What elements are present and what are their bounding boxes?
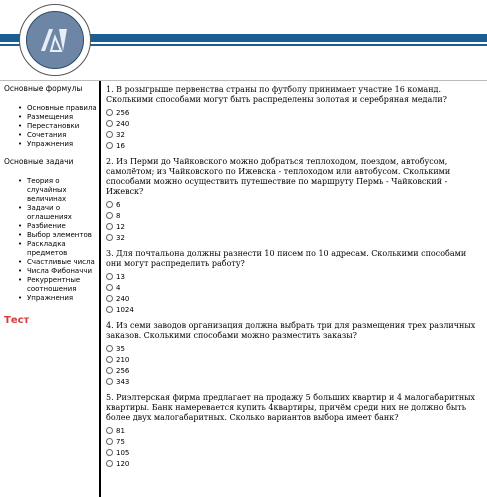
answer-option[interactable] (106, 343, 482, 354)
answer-label: 35 (116, 344, 125, 353)
sidebar-link[interactable]: • Перестановки (0, 122, 98, 131)
radio-button[interactable] (106, 449, 113, 456)
question-text: 3. Для почтальона должны разнести 10 писем по 10 адресам. Сколькими способами они могут распределить работу? (106, 249, 467, 268)
sidebar-link[interactable]: • Основные правила (0, 104, 98, 113)
answer-label: 105 (116, 448, 130, 457)
radio-button[interactable] (106, 131, 113, 138)
answer-label: 81 (116, 426, 125, 435)
question-text: 1. В розыгрыше первенства страны по футболу принимает участие 16 команд. Сколькими способами могут быть распределены золотая и серебряная медали? (106, 85, 447, 104)
radio-button[interactable] (106, 223, 113, 230)
radio-button[interactable] (106, 295, 113, 302)
quiz-question (106, 393, 482, 469)
answer-label: 16 (116, 141, 125, 150)
answer-option[interactable] (106, 282, 482, 293)
answer-option[interactable] (106, 425, 482, 436)
sidebar-link[interactable]: • Раскладка предметов (0, 240, 98, 258)
answer-option[interactable] (106, 365, 482, 376)
sidebar (0, 84, 98, 326)
radio-button[interactable] (106, 345, 113, 352)
answer-label: 240 (116, 294, 130, 303)
sidebar-divider (99, 81, 101, 497)
answer-option[interactable] (106, 354, 482, 365)
answer-option[interactable] (106, 271, 482, 282)
sidebar-link[interactable]: • Выбор элементов (0, 231, 98, 240)
answer-label: 240 (116, 119, 130, 128)
radio-button[interactable] (106, 378, 113, 385)
answer-label: 4 (116, 283, 121, 292)
answer-option[interactable] (106, 458, 482, 469)
radio-button[interactable] (106, 284, 113, 291)
answer-label: 6 (116, 200, 121, 209)
answer-label: 256 (116, 366, 130, 375)
radio-button[interactable] (106, 438, 113, 445)
answer-label: 1024 (116, 305, 134, 314)
answer-label: 210 (116, 355, 130, 364)
radio-button[interactable] (106, 367, 113, 374)
answer-label: 12 (116, 222, 125, 231)
question-text: 2. Из Перми до Чайковского можно добраться теплоходом, поездом, автобусом, самолётом; из Чайковского по Ижевска - теплоходом или автобусом. Сколькими способами можно осуществить путешествие по маршруту Пермь - Чайковский - Ижевск? (106, 157, 451, 196)
sidebar-section-title: Основные формулы (4, 84, 83, 93)
test-label: Тест (4, 315, 30, 326)
answer-option[interactable] (106, 129, 482, 140)
sidebar-link[interactable]: • Размещения (0, 113, 98, 122)
radio-button[interactable] (106, 142, 113, 149)
answer-option[interactable] (106, 221, 482, 232)
answer-option[interactable] (106, 107, 482, 118)
seal-monogram-icon (35, 25, 75, 55)
sidebar-link[interactable]: • Задачи о оглашениях (0, 204, 98, 222)
sidebar-section-title: Основные задачи (4, 157, 74, 166)
quiz-content (106, 85, 482, 475)
radio-button[interactable] (106, 234, 113, 241)
answer-option[interactable] (106, 210, 482, 221)
answer-option[interactable] (106, 232, 482, 243)
sidebar-formula-list (0, 104, 98, 149)
radio-button[interactable] (106, 356, 113, 363)
radio-button[interactable] (106, 460, 113, 467)
seal-logo-icon[interactable] (19, 4, 91, 76)
quiz-question (106, 249, 482, 315)
answer-label: 256 (116, 108, 130, 117)
question-text: 4. Из семи заводов организация должна выбрать три для размещения трех различных заказов. Сколькими способами можно разместить заказы? (106, 321, 476, 340)
answer-option[interactable] (106, 140, 482, 151)
header-divider (0, 80, 487, 81)
radio-button[interactable] (106, 306, 113, 313)
sidebar-link[interactable]: • Сочетания (0, 131, 98, 140)
sidebar-link[interactable]: • Упражнения (0, 294, 98, 303)
answer-label: 120 (116, 459, 130, 468)
answer-label: 8 (116, 211, 121, 220)
quiz-question (106, 157, 482, 243)
answer-label: 343 (116, 377, 130, 386)
radio-button[interactable] (106, 273, 113, 280)
seal-logo-inner (26, 11, 84, 69)
answer-option[interactable] (106, 447, 482, 458)
answer-label: 75 (116, 437, 125, 446)
site-header (0, 0, 487, 80)
radio-button[interactable] (106, 212, 113, 219)
radio-button[interactable] (106, 120, 113, 127)
sidebar-link[interactable]: • Разбиение (0, 222, 98, 231)
answer-label: 32 (116, 233, 125, 242)
question-text: 5. Риэлтерская фирма предлагает на продажу 5 больших квартир и 4 малогабаритных квартиры. Банк намеревается купить 4квартиры, причём среди них не должно быть более двух малогабаритных. Сколько вариантов выбора имеет банк? (106, 393, 476, 422)
radio-button[interactable] (106, 427, 113, 434)
quiz-question (106, 321, 482, 387)
radio-button[interactable] (106, 201, 113, 208)
answer-option[interactable] (106, 293, 482, 304)
sidebar-link[interactable]: • Теория о случайных величинах (0, 177, 98, 204)
quiz-question (106, 85, 482, 151)
answer-option[interactable] (106, 376, 482, 387)
sidebar-link[interactable]: • Упражнения (0, 140, 98, 149)
sidebar-link[interactable]: • Числа Фибоначчи (0, 267, 98, 276)
answer-option[interactable] (106, 118, 482, 129)
answer-option[interactable] (106, 199, 482, 210)
sidebar-link[interactable]: • Счастливые числа (0, 258, 98, 267)
answer-label: 13 (116, 272, 125, 281)
answer-option[interactable] (106, 436, 482, 447)
radio-button[interactable] (106, 109, 113, 116)
answer-option[interactable] (106, 304, 482, 315)
sidebar-task-list (0, 177, 98, 303)
answer-label: 32 (116, 130, 125, 139)
sidebar-link[interactable]: • Рекуррентные соотношения (0, 276, 98, 294)
